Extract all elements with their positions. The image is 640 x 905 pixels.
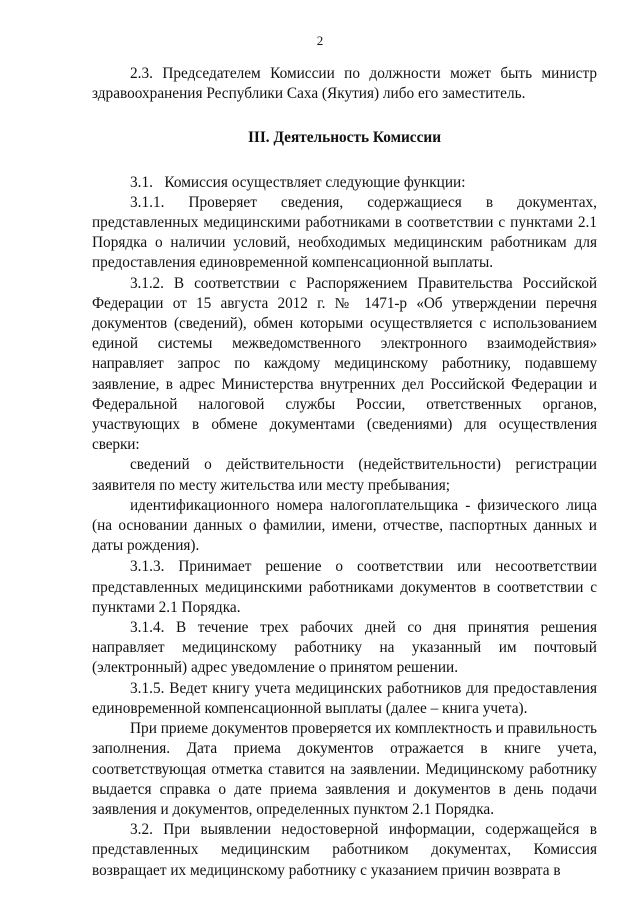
paragraph-document-receipt: При приеме документов проверяется их комплектность и правильность заполнения. Дата приема документов отражается в книге учета, соответствующая отметка ставится на заявлении. Медицинскому работнику выдается справка о дате приема заявления и документов в день подачи заявления и документов, определенных пунктом 2.1 Порядка. — [92, 720, 597, 818]
section-heading: III. Деятельность Комиссии — [247, 129, 442, 147]
paragraph-3-1-3: 3.1.3. Принимает решение о соответствии или несоответствии представленных медицинскими работниками документов в соответствии с пунктами 2.1 Порядка. — [92, 558, 597, 616]
paragraph-3-1-5: 3.1.5. Ведет книгу учета медицинских работников для предоставления единовременной компенсационной выплаты (далее – книга учета). — [92, 679, 597, 717]
paragraph-taxpayer-id: идентификационного номера налогоплательщика - физического лица (на основании данных о фамилии, имени, отчестве, паспортных данных и даты рождения). — [92, 496, 597, 555]
document-body — [92, 64, 597, 881]
paragraph-3-1-1: 3.1.1. Проверяет сведения, содержащиеся в документах, представленных медицинскими работниками в соответствии с пунктами 2.1 Порядка о наличии условий, необходимых медицинским работникам для предоставления единовременной компенсационной выплаты. — [92, 193, 597, 272]
paragraph-3-1-4: 3.1.4. В течение трех рабочих дней со дня принятия решения направляет медицинскому работнику на указанный им почтовый (электронный) адрес уведомление о принятом решении. — [92, 619, 597, 677]
paragraph-3-1: 3.1. Комиссия осуществляет следующие функции: — [130, 173, 466, 191]
page-number: 2 — [316, 33, 324, 48]
paragraph-3-1-2: 3.1.2. В соответствии с Распоряжением Правительства Российской Федерации от 15 августа 2012 г. № 1471-р «Об утверждении перечня документов (сведений), обмен которыми осуществляется с использованием единой системы межведомственного электронного взаимодействия» направляет запрос по каждому медицинскому работнику, подавшему заявление, в адрес Министерства внутренних дел Российской Федерации и Федеральной налоговой службы России, ответственных органов, участвующих в обмене документами (сведениями) для осуществления сверки: — [92, 274, 597, 454]
paragraph-3-2: 3.2. При выявлении недостоверной информации, содержащейся в представленных медицинским работником документах, Комиссия возвращает их медицинскому работнику с указанием причин возврата в — [92, 821, 597, 879]
paragraph-registration-info: сведений о действительности (недействительности) регистрации заявителя по месту жительства или месту пребывания; — [92, 456, 597, 494]
paragraph-2-3: 2.3. Председателем Комиссии по должности может быть министр здравоохранения Республики Саха (Якутия) либо его заместитель. — [92, 65, 597, 103]
